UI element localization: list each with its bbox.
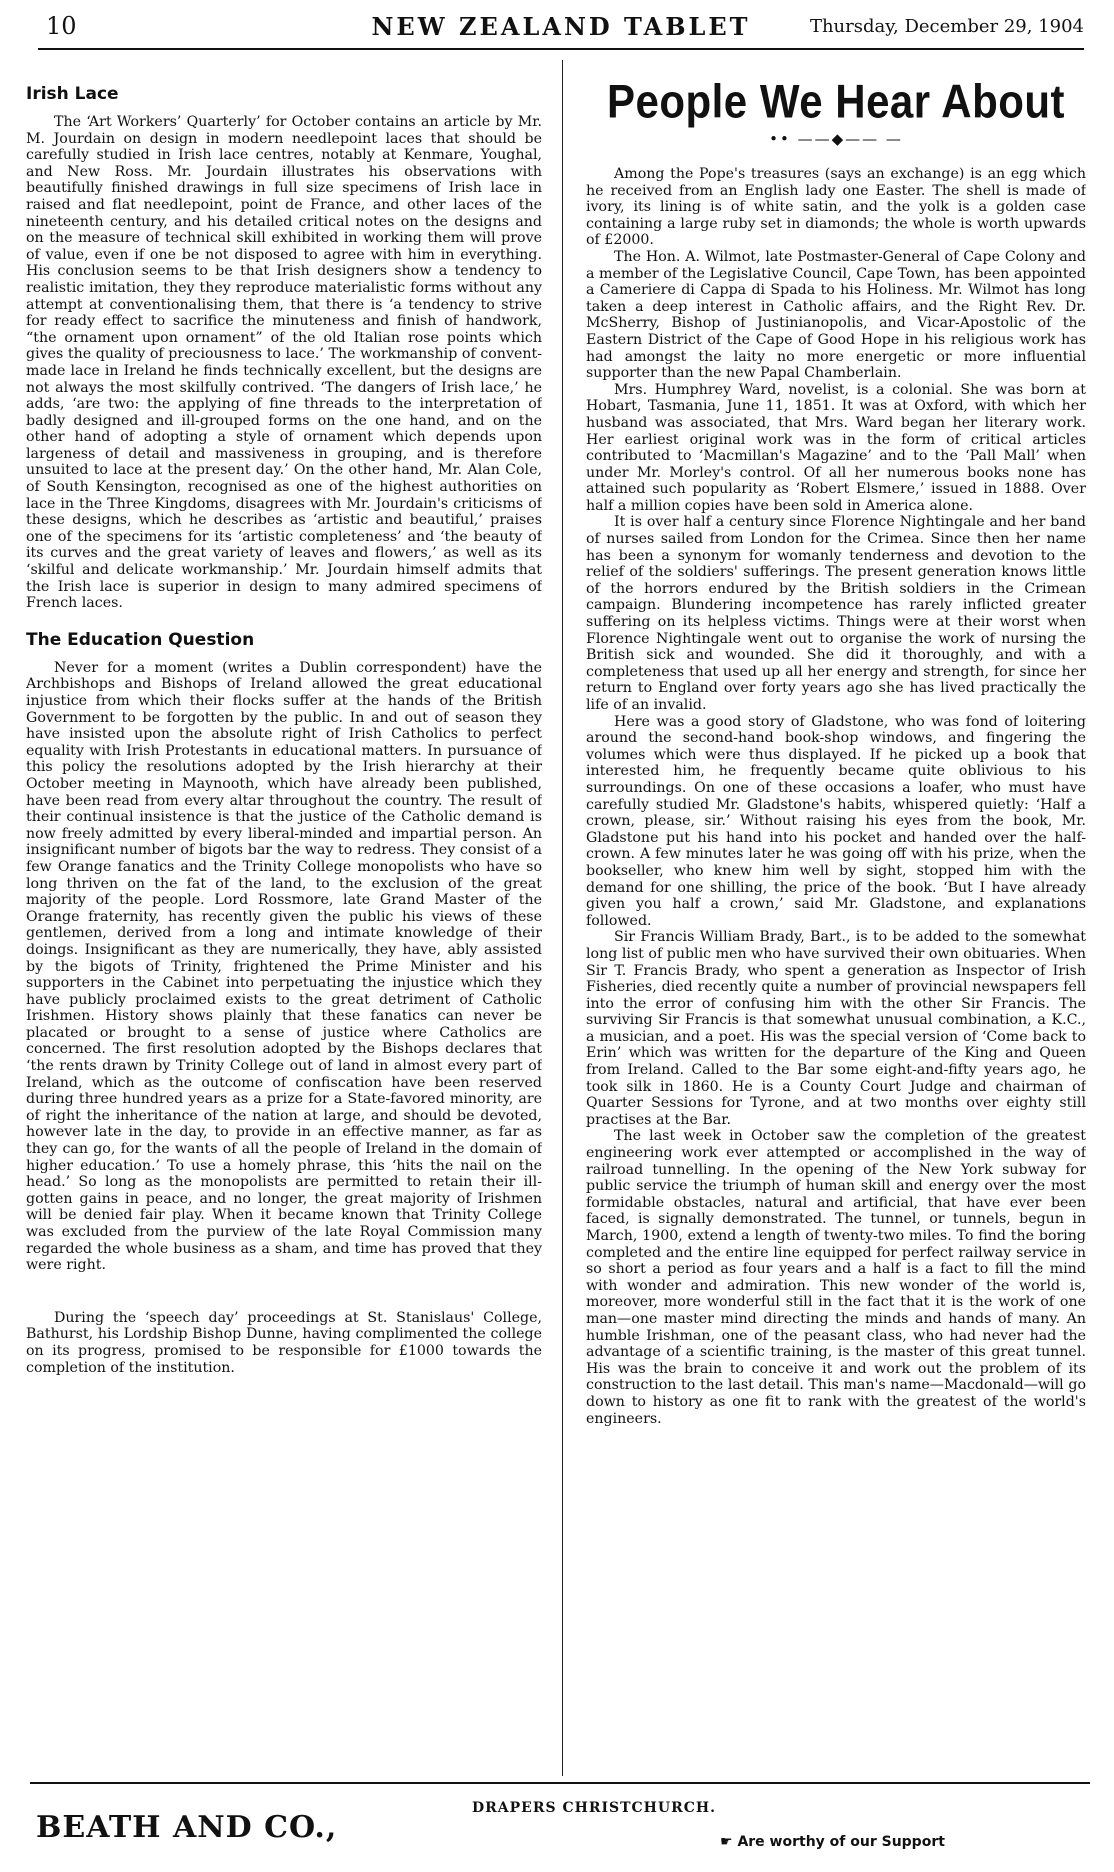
irish-lace-paragraph: The ‘Art Workers’ Quarterly’ for October contains an article by Mr. M. Jourdain on design in modern needlepoint laces that should be carefully studied in Irish lace centres, notably at Kenmare, Youghal, and New Ross. Mr. Jourdain illustrates his observations with beautifully finished drawings in full size specimens of Irish lace in raised and flat needlepoint, point de France, and other laces of the nineteenth century, and his detailed critical notes on the designs and on the measure of technical skill exhibited in working them will prove of value, even if one be not disposed to agree with him in everything. His conclusion seems to be that Irish designers show a tendency to realistic imitation, they they reproduce materialistic forms without any attempt at conventionalising them, that there is ‘a tendency to strive for ready effect to sacrifice the minuteness and finish of handwork, “the ornament upon ornament” of the old Italian rose points which gives the quality of preciousness to lace.’ The workmanship of convent-made lace in Ireland he finds technically excellent, but the designs are not always the most skilfully contrived. ‘The dangers of Irish lace,’ he adds, ‘are two: the applying of fine threads to the interpretation of badly designed and ill-grouped forms on the one hand, and on the other hand of adopting a style of ornament which depends upon largeness of detail and massiveness in grouping, and is therefore unsuited to lace at the present day.’ On the other hand, Mr. Alan Cole, of South Kensington, recognised as one of the highest authorities on lace in the Three Kingdoms, disagrees with Mr. Jourdain's criticisms of these designs, which he describes as ‘artistic and beautiful,’ praises one of the specimens for its ‘artistic completeness’ and ‘the beauty of its curves and the great variety of leaves and flowers,’ as well as its ‘skilful and delicate workmanship.’ Mr. Jourdain himself admits that the Irish lace is superior in design to many admired specimens of French laces. [26, 114, 542, 612]
education-question-heading: The Education Question [26, 629, 255, 650]
subway-paragraph: The last week in October saw the completion of the greatest engineering work ever attempted or accomplished in the way of railroad tunnelling. In the opening of the New York subway for public service the triumph of human skill and energy over the most formidable obstacles, natural and artificial, that have ever been faced, is signally demonstrated. The tunnel, or tunnels, begun in March, 1900, extend a length of twenty-two miles. To find the boring completed and the entire line equipped for perfect railway service in so short a period as four years and a half is a fact to fill the mind with wonder and admiration. This new wonder of the world is, moreover, more wonderful still in the fact that it is the work of one man—one master mind directing the minds and hands of many. An humble Irishman, one of the peasant class, who had never had the advantage of a scientific training, is the master of this great tunnel. His was the brain to conceive it and work out the problem of its construction to the last detail. This man's name—Macdonald—will go down to history as one fit to rank with the greatest of the world's engineers. [586, 1128, 1086, 1427]
advertiser-name: BEATH AND CO., [36, 1810, 338, 1845]
gladstone-paragraph: Here was a good story of Gladstone, who was fond of loitering around the second-hand book-shop windows, and fingering the volumes which were thus displayed. If he picked up a book that interested him, he frequently became quite oblivious to his surroundings. On one of these occasions a loafer, who must have carefully studied Mr. Gladstone's habits, whispered quietly: ‘Half a crown, please, sir.’ Without raising his eyes from the book, Mr. Gladstone put his hand into his pocket and handed over the half-crown. A few minutes later he was going off with his prize, when the bookseller, who knew him well by sight, stopped him with the demand for one shilling, the price of the book. ‘But I have already given you half a crown,’ said Mr. Gladstone, and explanations followed. [586, 713, 1086, 929]
footer-rule [30, 1782, 1090, 1784]
people-we-hear-about-heading: People We Hear About [606, 75, 1066, 128]
advertiser-slogan: Are worthy of our Support [737, 1834, 945, 1850]
ornament-divider: •• ——◆—— — [769, 130, 903, 148]
issue-date: Thursday, December 29, 1904 [809, 16, 1084, 37]
irish-lace-heading: Irish Lace [26, 84, 119, 104]
advertiser-slogan-line [720, 1834, 945, 1850]
newspaper-title: NEW ZEALAND TABLET [371, 12, 751, 41]
pointing-hand-icon: ☛ [720, 1834, 733, 1850]
wilmot-paragraph: The Hon. A. Wilmot, late Postmaster-General of Cape Colony and a member of the Legislative Council, Cape Town, has been appointed a Cameriere di Cappa di Spada to his Holiness. Mr. Wilmot has long taken a deep interest in Catholic affairs, and the Right Rev. Dr. McSherry, Bishop of Justinianopolis, and Vicar-Apostolic of the Eastern District of the Cape of Good Hope in his religious work has had amongst the laity no more energetic or more influential supporter than the new Papal Chamberlain. [586, 248, 1086, 382]
education-question-paragraph: Never for a moment (writes a Dublin correspondent) have the Archbishops and Bishops of Ireland allowed the great educational injustice from which their flocks suffer at the hands of the British Government to be forgotten by the public. In and out of season they have insisted upon the absolute right of Irish Catholics to perfect equality with Irish Protestants in educational matters. In pursuance of this policy the resolutions adopted by the Irish hierarchy at their October meeting in Maynooth, which have already been published, have been read from every altar throughout the country. The result of their continual insistence is that the justice of the Catholic demand is now freely admitted by every liberal-minded and impartial person. An insignificant number of bigots bar the way to redress. They consist of a few Orange fanatics and the Trinity College monopolists who have so long thriven on the fat of the land, to the exclusion of the great majority of the people. Lord Rossmore, late Grand Master of the Orange fraternity, has recently given the public his views of these gentlemen, derived from a long and intimate knowledge of their doings. Insignificant as they are numerically, they have, ably assisted by the bigots of Trinity, frightened the Prime Minister and his supporters in the Cabinet into perpetuating the injustice which they have publicly proclaimed exists to the great detriment of Catholic Irishmen. History shows plainly that these fanatics can never be placated or brought to a sense of justice where Catholics are concerned. The first resolution adopted by the Bishops declares that ‘the rents drawn by Trinity College out of land in almost every part of Ireland, which as the outcome of confiscation have been reserved during three hundred years as a prize for a State-favored minority, are of right the inheritance of the nation at large, and should be devoted, however late in the day, to provide in an effective manner, as far as they can go, for the wants of all the people of Ireland in the domain of higher education.’ To use a homely phrase, this ‘hits the nail on the head.’ So long as the monopolists are permitted to retain their ill-gotten gains in peace, and no longer, the great majority of Irishmen will be denied fair play. When it became known that Trinity College was excluded from the purview of the late Royal Commission many regarded the whole business as a sham, and time has proved that they were right. [26, 659, 542, 1274]
advertiser-trade: DRAPERS CHRISTCHURCH. [472, 1800, 716, 1816]
masthead [38, 10, 1084, 50]
humphrey-ward-paragraph: Mrs. Humphrey Ward, novelist, is a colonial. She was born at Hobart, Tasmania, June 11, 1851. It was at Oxford, with which her husband was associated, that Mrs. Ward began her literary work. Her earliest original work was in the form of critical articles contributed to ‘Macmillan's Magazine’ and to the ‘Pall Mall’ when under Mr. Morley's control. Of all her numerous books none has attained such popularity as ‘Robert Elsmere,’ issued in 1888. Over half a million copies have been sold in America alone. [586, 381, 1086, 514]
right-column [586, 60, 1086, 1780]
nightingale-paragraph: It is over half a century since Florence Nightingale and her band of nurses sailed from London for the Crimea. Since then her name has been a synonym for womanly tenderness and devotion to the relief of the soldiers' sufferings. The present generation knows little of the horrors endured by the British soldiers in the Crimean campaign. Blundering incompetence has rarely inflicted greater suffering on its helpless victims. Things were at their worst when Florence Nightingale went out to organise the work of nursing the British sick and wounded. She did it thoroughly, and with a completeness that used up all her energy and strength, for since her return to England over forty years ago she has lived practically the life of an invalid. [586, 514, 1086, 713]
paragraph-gap [26, 1274, 542, 1310]
pope-egg-paragraph: Among the Pope's treasures (says an exchange) is an egg which he received from an English lady one Easter. The shell is made of ivory, its lining is of white satin, and the yolk is a golden case containing a large ruby set in diamonds; the whole is worth upwards of £2000. [586, 166, 1086, 249]
left-column [26, 60, 542, 1780]
stanislaus-paragraph: During the ‘speech day’ proceedings at St. Stanislaus' College, Bathurst, his Lordship Bishop Dunne, having complimented the college on its progress, promised to be responsible for £1000 towards the completion of the institution. [26, 1309, 542, 1376]
page-number: 10 [46, 12, 77, 40]
brady-paragraph: Sir Francis William Brady, Bart., is to be added to the somewhat long list of public men who have survived their own obituaries. When Sir T. Francis Brady, who spent a generation as Inspector of Irish Fisheries, died recently quite a number of provincial newspapers fell into the error of confusing him with the other Sir Francis. The surviving Sir Francis is that somewhat unusual combination, a K.C., a musician, and a poet. His was the special version of ‘Come back to Erin’ which was written for the departure of the King and Queen from Ireland. Called to the Bar some eight-and-fifty years ago, he took silk in 1860. He is a County Court Judge and chairman of Quarter Sessions for Tyrone, and at two months over eighty still practises at the Bar. [586, 929, 1086, 1128]
column-divider [562, 60, 563, 1776]
masthead-rule [38, 48, 1084, 50]
